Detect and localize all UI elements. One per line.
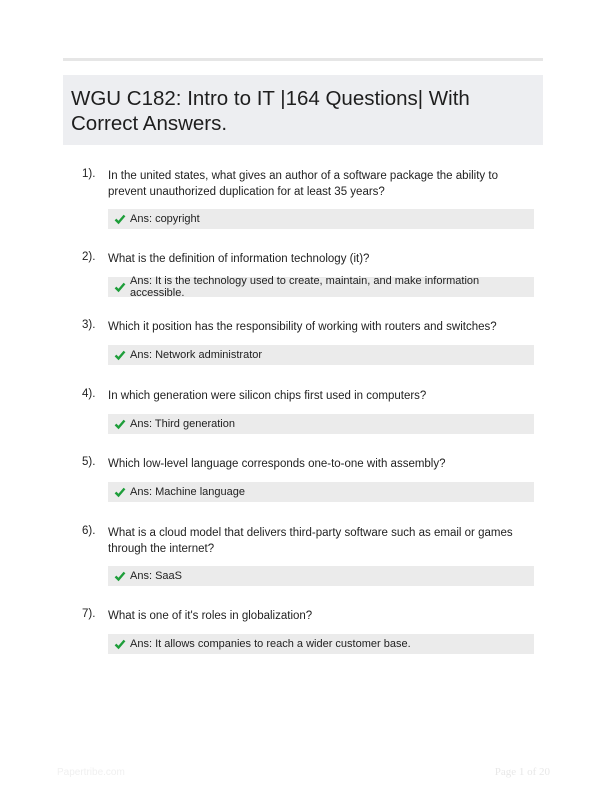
check-icon xyxy=(114,349,126,361)
question-text: In which generation were silicon chips first used in computers? xyxy=(108,390,427,402)
answer-text: Ans: Third generation xyxy=(130,418,235,430)
question-number: 2). xyxy=(82,251,96,263)
question-text: In the united states, what gives an author of a software package the ability to prevent unauthorized duplication for at least 35 years? xyxy=(108,170,498,198)
document-title: WGU C182: Intro to IT |164 Questions| With Correct Answers. xyxy=(71,87,470,135)
page-number: Page 1 of 20 xyxy=(494,766,550,778)
footer-site-watermark: Papertribe.com xyxy=(57,767,125,778)
answer-box xyxy=(108,634,534,654)
title-banner xyxy=(63,75,543,145)
question-number: 3). xyxy=(82,319,96,331)
question-text: Which it position has the responsibility of working with routers and switches? xyxy=(108,321,497,333)
question-text: What is a cloud model that delivers third-party software such as email or games through the internet? xyxy=(108,527,513,555)
check-icon xyxy=(114,486,126,498)
question-text: Which low-level language corresponds one-to-one with assembly? xyxy=(108,458,446,470)
answer-text: Ans: copyright xyxy=(130,213,200,225)
answer-text: Ans: It allows companies to reach a wider customer base. xyxy=(130,638,411,650)
answer-text: Ans: Machine language xyxy=(130,486,245,498)
question-number: 5). xyxy=(82,456,96,468)
answer-box xyxy=(108,482,534,502)
question-text: What is the definition of information technology (it)? xyxy=(108,253,370,265)
check-icon xyxy=(114,418,126,430)
question-number: 6). xyxy=(82,525,96,537)
question-text: What is one of it's roles in globalization? xyxy=(108,610,313,622)
answer-box xyxy=(108,345,534,365)
answer-box xyxy=(108,277,534,297)
check-icon xyxy=(114,570,126,582)
answer-box xyxy=(108,209,534,229)
answer-text: Ans: SaaS xyxy=(130,570,182,582)
check-icon xyxy=(114,213,126,225)
answer-text: Ans: Network administrator xyxy=(130,349,263,361)
top-divider xyxy=(63,58,543,61)
answer-box xyxy=(108,414,534,434)
answer-box xyxy=(108,566,534,586)
check-icon xyxy=(114,638,126,650)
answer-text: Ans: It is the technology used to create, maintain, and make information accessible. xyxy=(130,275,480,299)
question-number: 1). xyxy=(82,168,96,180)
question-number: 4). xyxy=(82,388,96,400)
check-icon xyxy=(114,281,126,293)
question-number: 7). xyxy=(82,608,96,620)
